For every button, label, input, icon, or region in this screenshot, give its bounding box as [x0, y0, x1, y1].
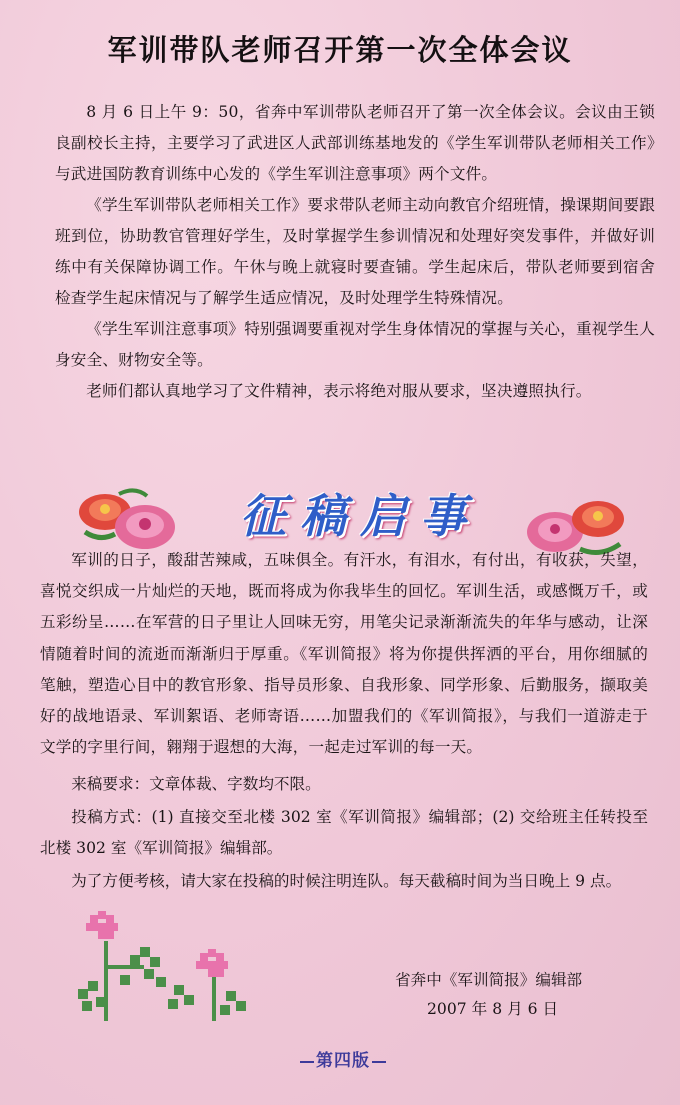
article-paragraph: 8 月 6 日上午 9：50，省奔中军训带队老师召开了第一次全体会议。会议由王锁良副校长主持，主要学习了武进区人武部训练基地发的《学生军训带队老师相关工作》与武进国防教育训练中心发的《学生军训注意事项》两个文件。: [55, 103, 655, 183]
article-paragraph: 老师们都认真地学习了文件精神，表示将绝对服从要求，坚决遵照执行。: [86, 382, 592, 400]
notice-submission-method: 投稿方式：(1) 直接交至北楼 302 室《军训简报》编辑部；(2) 交给班主任转投至北楼 302 室《军训简报》编辑部。: [40, 808, 648, 858]
page-number-label: 第四版: [316, 1051, 370, 1071]
page-number-rule: [372, 1061, 386, 1063]
notice-signoff: 省奔中《军训简报》编辑部: [395, 971, 583, 989]
notice-date: 2007 年 8 月 6 日: [427, 1000, 559, 1018]
notice-reminder: 为了方便考核，请大家在投稿的时候注明连队。每天截稿时间为当日晚上 9 点。: [71, 872, 622, 891]
page-number-rule: [300, 1061, 314, 1063]
article-paragraph: 《学生军训带队老师相关工作》要求带队老师主动向教官介绍班情，操课期间要跟班到位，协助教官管理好学生，及时掌握学生参训情况和处理好突发事件，并做好训练中有关保障协调工作。午休与晚上就寝时要查铺。学生起床后，带队老师要到宿舍检查学生起床情况与了解学生适应情况，及时处理学生特殊情况。: [55, 196, 655, 307]
call-for-papers: [40, 545, 648, 897]
article-paragraph: 《学生军训注意事项》特别强调要重视对学生身体情况的掌握与关心，重视学生人身安全、财物安全等。: [55, 320, 655, 369]
notice-body: 军训的日子，酸甜苦辣咸，五味俱全。有汗水，有泪水，有付出，有收获，失望，喜悦交织成一片灿烂的天地，既而将成为你我毕生的回忆。军训生活，或感慨万千，或五彩纷呈……在军营的日子里让人回味无穷，用笔尖记录渐渐流失的年华与感动，让深情随着时间的流逝而渐渐归于厚重。《军训简报》将为你提供挥洒的平台，用你细腻的笔触，塑造心目中的教官形象、指导员形象、自我形象、同学形象、后勤服务，撷取美好的战地语录、军训絮语、老师寄语……加盟我们的《军训简报》，与我们一道游走于文学的字里行间，翱翔于遐想的大海，一起走过军训的每一天。: [40, 551, 648, 757]
cross-stitch-flower-icon: [70, 905, 270, 1035]
article-body: [55, 97, 655, 407]
notice-requirement: 来稿要求：文章体裁、字数均不限。: [71, 775, 321, 794]
article-title: 军训带队老师召开第一次全体会议: [107, 33, 573, 67]
page-number: [293, 1046, 393, 1071]
notice-title: 征稿启事: [240, 489, 480, 543]
